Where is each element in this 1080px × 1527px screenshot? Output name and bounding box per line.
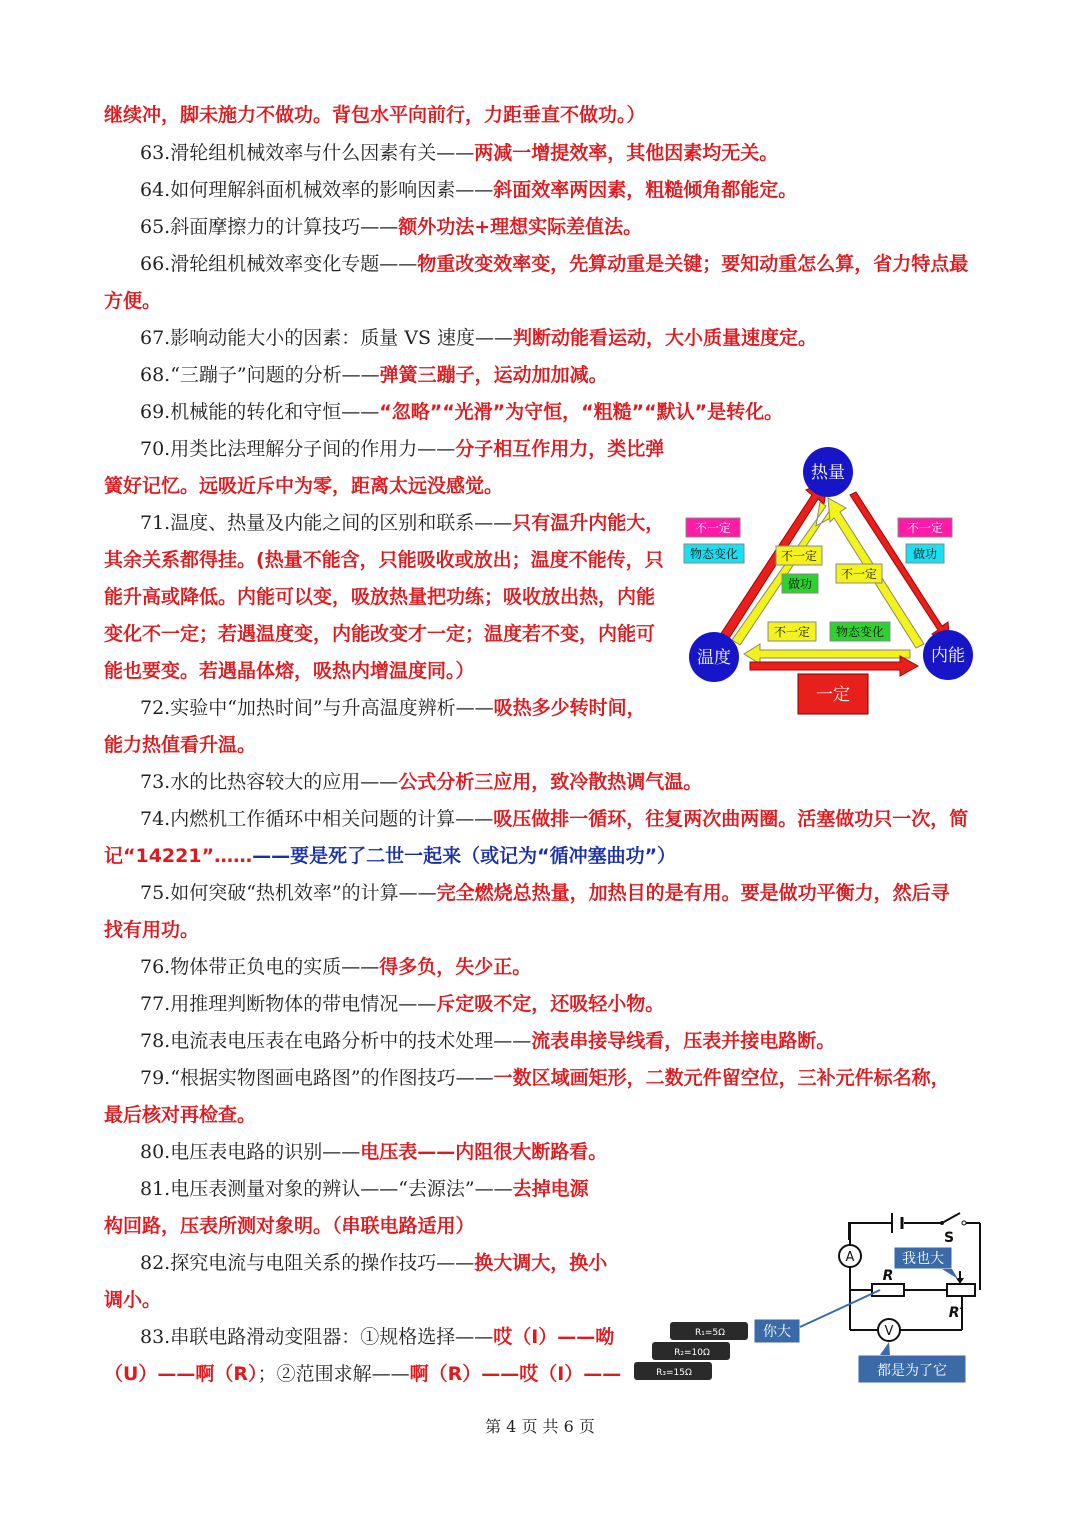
text-span: 一数区域画矩形，二数元件留空位，三补元件标名称， [493,1067,950,1089]
text-line-l78 [140,1029,835,1053]
text-line-l64 [140,178,797,202]
text-line-l75b [104,918,199,942]
text-span: 簧好记忆。远吸近斥中为零，距离太远没感觉。 [104,475,504,497]
arrow-temp-to-energy [750,656,918,676]
text-line-l66b [104,289,161,313]
text-line-l71e [104,659,475,683]
text-line-l72b [104,733,256,757]
page-footer: 第 4 页 共 6 页 [485,1417,595,1436]
resistors-illustration [630,1316,755,1388]
text-span: 构回路，压表所测对象明。（串联电路适用） [104,1215,475,1237]
text-line-l66a [140,252,968,276]
text-line-l80 [140,1140,607,1164]
text-line-l82b [104,1288,161,1312]
bubble-you-text: 你大 [763,1324,791,1340]
resistor-icon [872,1284,904,1296]
text-span: 80.电压表电路的识别—— [140,1141,361,1163]
text-span: 物重改变效率变，先算动重是关键；要知动重怎么算，省力特点最 [417,253,969,275]
rheostat-label: R′ [948,1305,964,1321]
text-span: 其余关系都得挂。(热量不能含，只能吸收或放出；温度不能传，只 [104,549,664,571]
resistor-label: R [882,1268,894,1284]
circuit-diagram [752,1205,992,1390]
text-span: 73.水的比热容较大的应用—— [140,771,399,793]
text-span: 得多负，失少正。 [379,956,532,978]
switch-label: S [943,1230,955,1246]
text-line-l63 [140,141,778,165]
label-left-uncertain-text: 不一定 [694,521,732,535]
resistor-r1-label: R₁=5Ω [694,1328,726,1338]
label-right-inner-uncertain-text: 不一定 [840,567,878,581]
label-bottom-uncertain-text: 不一定 [773,625,811,639]
text-span: 69.机械能的转化和守恒—— [140,401,380,423]
text-span: 去掉电源 [512,1178,589,1200]
text-span: 81.电压表测量对象的辨认——“去源法”—— [140,1178,513,1200]
label-right-work-text: 做功 [912,547,938,561]
node-internal-label: 内能 [931,646,965,666]
text-span: 74.内燃机工作循环中相关问题的计算—— [140,808,494,830]
bubble-all-for-it-text: 都是为了它 [877,1363,947,1379]
text-span: 63.滑轮组机械效率与什么因素有关—— [140,142,475,164]
text-line-l79b [104,1103,256,1127]
text-span: 方便。 [104,290,162,312]
node-heat-label: 热量 [811,463,845,483]
text-line-l83b [104,1362,621,1386]
text-span: 斜面效率两因素，粗糙倾角都能定。 [493,179,798,201]
text-line-l71a [140,511,664,535]
text-line-l81b [104,1214,475,1238]
text-span: 67.影响动能大小的因素：质量 VS 速度—— [140,327,514,349]
text-span: 76.物体带正负电的实质—— [140,956,380,978]
text-span: 流表串接导线看，压表并接电路断。 [531,1030,836,1052]
text-line-l82a [140,1251,607,1275]
text-line-l76 [140,955,531,979]
label-center-uncertain-text: 不一定 [780,549,818,563]
text-span: 78.电流表电压表在电路分析中的技术处理—— [140,1030,532,1052]
label-left-state-change-text: 物态变化 [689,547,739,561]
text-span: 吸压做排一循环，往复两次曲两圈。活塞做功只一次，简 [493,808,969,830]
text-span: 额外功法+理想实际差值法。 [398,216,643,238]
text-line-l0 [104,103,646,127]
label-bottom-state-change-text: 物态变化 [835,625,885,639]
text-span: 只有温升内能大， [512,512,665,534]
text-span: 68.“三蹦子”问题的分析—— [140,364,380,386]
text-line-l81a [140,1177,589,1201]
text-span: 完全燃烧总热量，加热目的是有用。要是做功平衡力，然后寻 [436,882,950,904]
switch-icon [942,1213,960,1223]
text-span: 变化不一定；若遇温度变，内能改变才一定；温度若不变，内能可 [104,623,656,645]
text-line-l74b [104,844,676,868]
resistor-r3-label: R₃=15Ω [656,1368,692,1378]
text-span: 能升高或降低。内能可以变，吸放热量把功练；吸收放出热，内能 [104,586,656,608]
text-line-l71c [104,585,655,609]
text-span: “忽略”“光滑”为守恒，“粗糙”“默认”是转化。 [379,401,784,423]
text-span: 66.滑轮组机械效率变化专题—— [140,253,418,275]
text-span: 75.如何突破“热机效率”的计算—— [140,882,437,904]
text-span: ——要是死了二世一起来（或记为“循冲塞曲功”） [252,845,677,867]
text-span: 77.用推理判断物体的带电情况—— [140,993,437,1015]
text-span: 分子相互作用力，类比弹 [455,438,665,460]
text-line-l72a [140,696,646,720]
text-line-l71b [104,548,664,572]
text-span: （U）——啊（R） [104,1363,258,1385]
text-span: 72.实验中“加热时间”与升高温度辨析—— [140,697,494,719]
arrow-energy-to-temp [744,644,910,664]
text-span: 两减一增提效率，其他因素均无关。 [474,142,779,164]
text-span: 71.温度、热量及内能之间的区别和联系—— [140,512,513,534]
text-line-l74a [140,807,968,831]
text-span: 能力热值看升温。 [104,734,257,756]
label-center-work-text: 做功 [787,577,813,591]
label-right-uncertain-text: 不一定 [906,521,944,535]
text-line-l73 [140,770,702,794]
text-line-l83a [140,1325,614,1349]
text-span: 换大调大，换小 [474,1252,608,1274]
text-span: 电压表——内阻很大断路看。 [360,1141,608,1163]
text-line-l70b [104,474,503,498]
text-span: 判断动能看运动，大小质量速度定。 [513,327,818,349]
text-span: 82.探究电流与电阻关系的操作技巧—— [140,1252,475,1274]
text-span: 调小。 [104,1289,162,1311]
text-line-l75a [140,881,950,905]
text-line-l69 [140,400,783,424]
heat-temperature-energy-diagram [680,440,980,725]
text-span: 最后核对再检查。 [104,1104,257,1126]
text-span: 公式分析三应用，致冷散热调气温。 [398,771,703,793]
text-span: 64.如何理解斜面机械效率的影响因素—— [140,179,494,201]
text-line-l70a [140,437,664,461]
ammeter-label: A [845,1250,855,1265]
text-span: 记“14221”…… [104,845,253,867]
text-span: 79.“根据实物图画电路图”的作图技巧—— [140,1067,494,1089]
text-span: 弹簧三蹦子，运动加加减。 [379,364,608,386]
rheostat-icon [947,1284,975,1296]
text-line-l68 [140,363,608,387]
text-line-l79a [140,1066,950,1090]
text-line-l65 [140,215,642,239]
node-temp-label: 温度 [697,648,731,668]
text-span: 啊（R）——哎（I）—— [409,1363,622,1385]
text-span: 继续冲，脚未施力不做功。背包水平向前行，力距垂直不做功。） [104,104,646,126]
text-span: ；②范围求解—— [257,1363,410,1385]
text-line-l71d [104,622,655,646]
text-line-l67 [140,326,817,350]
text-line-l77 [140,992,664,1016]
circuit-wire [849,1223,882,1240]
text-span: 斥定吸不定，还吸轻小物。 [436,993,665,1015]
voltmeter-label: V [884,1324,894,1339]
text-span: 70.用类比法理解分子间的作用力—— [140,438,456,460]
bubble-me-too-text: 我也大 [902,1251,944,1267]
text-span: 83.串联电路滑动变阻器：①规格选择—— [140,1326,494,1348]
text-span: 找有用功。 [104,919,200,941]
label-certain-text: 一定 [816,685,850,705]
text-span: 哎（I）——呦 [493,1326,615,1348]
resistor-r2-label: R₂=10Ω [674,1348,710,1358]
text-span: 能也要变。若遇晶体熔，吸热内增温度同。） [104,660,475,682]
text-span: 65.斜面摩擦力的计算技巧—— [140,216,399,238]
text-span: 吸热多少转时间， [493,697,646,719]
